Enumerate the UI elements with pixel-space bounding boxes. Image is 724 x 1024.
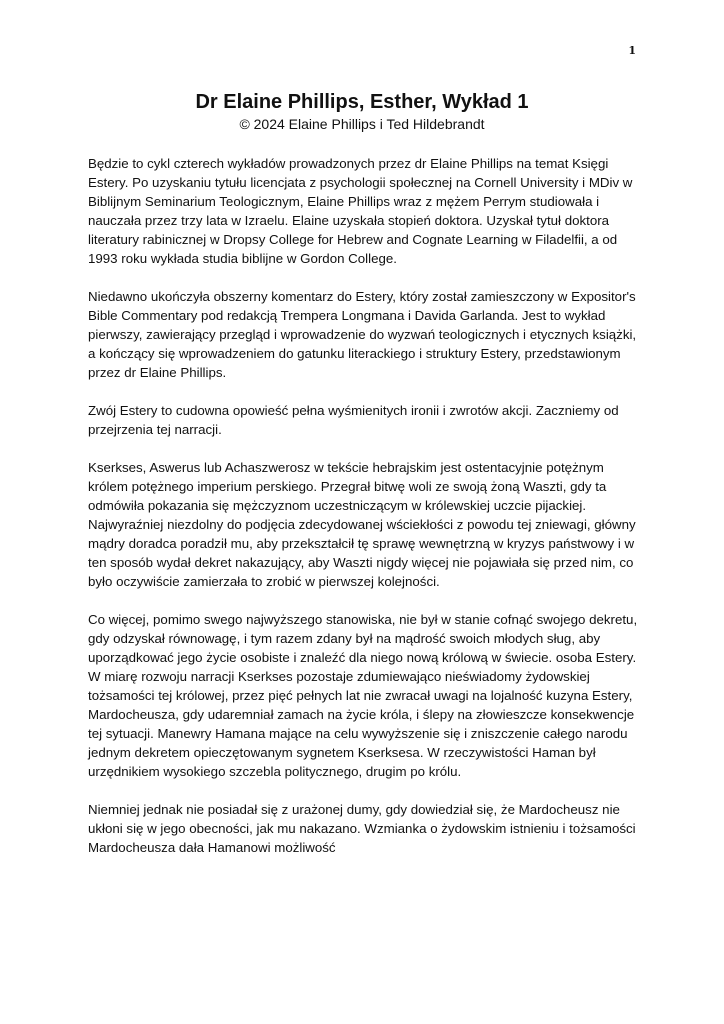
paragraph: Niemniej jednak nie posiadał się z urażonej dumy, gdy dowiedział się, że Mardocheusz nie ukłoni się w jego obecności, jak mu nakazano. Wzmianka o żydowskim istnieniu i tożsamości Mardocheusza dała Hamanowi możliwość	[88, 802, 636, 855]
document-header	[0, 90, 724, 134]
copyright-line: © 2024 Elaine Phillips i Ted Hildebrandt	[239, 116, 485, 132]
document-body	[88, 154, 644, 876]
paragraph: Kserkses, Aswerus lub Achaszwerosz w tekście hebrajskim jest ostentacyjnie potężnym królem potężnego imperium perskiego. Przegrał bitwę woli ze swoją żoną Waszti, gdy ta odmówiła pokazania się mężczyznom uczestniczącym w królewskiej uczcie pijackiej. Najwyraźniej niezdolny do podjęcia zdecydowanej wściekłości z powodu tej zniewagi, główny mądry doradca poradził mu, aby przekształcił tę sprawę wewnętrzną w kryzys państwowy i w ten sposób wydał dekret nakazujący, aby Waszti nigdy więcej nie pojawiała się przed nim, co było oczywiście zamierzała to zrobić w pierwszej kolejności.	[88, 460, 636, 589]
paragraph: Będzie to cykl czterech wykładów prowadzonych przez dr Elaine Phillips na temat Księgi Estery. Po uzyskaniu tytułu licencjata z psychologii społecznej na Cornell University i MDiv w Biblijnym Seminarium Teologicznym, Elaine Phillips wraz z mężem Perrym studiowała i nauczała przez trzy lata w Izraelu. Elaine uzyskała stopień doktora. Uzyskał tytuł doktora literatury rabinicznej w Dropsy College for Hebrew and Cognate Learning w Filadelfii, a od 1993 roku wykłada studia biblijne w Gordon College.	[88, 156, 633, 266]
paragraph: Niedawno ukończyła obszerny komentarz do Estery, który został zamieszczony w Expositor's Bible Commentary pod redakcją Trempera Longmana i Davida Garlanda. Jest to wykład pierwszy, zawierający przegląd i wprowadzenie do wyzwań teologicznych i etycznych książki, a kończący się wprowadzeniem do gatunku literackiego i struktury Estery, przedstawionym przez dr Elaine Phillips.	[88, 289, 637, 380]
document-title: Dr Elaine Phillips, Esther, Wykład 1	[195, 91, 529, 113]
page-number: 1	[628, 44, 636, 57]
paragraph: Co więcej, pomimo swego najwyższego stanowiska, nie był w stanie cofnąć swojego dekretu, gdy odzyskał równowagę, i tym razem zdany był na mądrość swoich młodych sług, aby uporządkować jego życie osobiste i znaleźć dla niego nową królową w świecie. osoba Estery. W miarę rozwoju narracji Kserkses pozostaje zdumiewająco nieświadomy żydowskiej tożsamości tej królowej, przez pięć pełnych lat nie zwracał uwagi na lojalność kuzyna Estery, Mardocheusza, gdy udaremniał zamach na życie króla, i ślepy na złowieszcze konsekwencje tej sytuacji. Manewry Hamana mające na celu wywyższenie się i zniszczenie całego narodu jednym dekretem opieczętowanym sygnetem Kserksesa. W rzeczywistości Haman był urzędnikiem wysokiego szczebla politycznego, drugim po królu.	[88, 612, 638, 779]
paragraph: Zwój Estery to cudowna opowieść pełna wyśmienitych ironii i zwrotów akcji. Zaczniemy od przejrzenia tej narracji.	[88, 403, 619, 437]
